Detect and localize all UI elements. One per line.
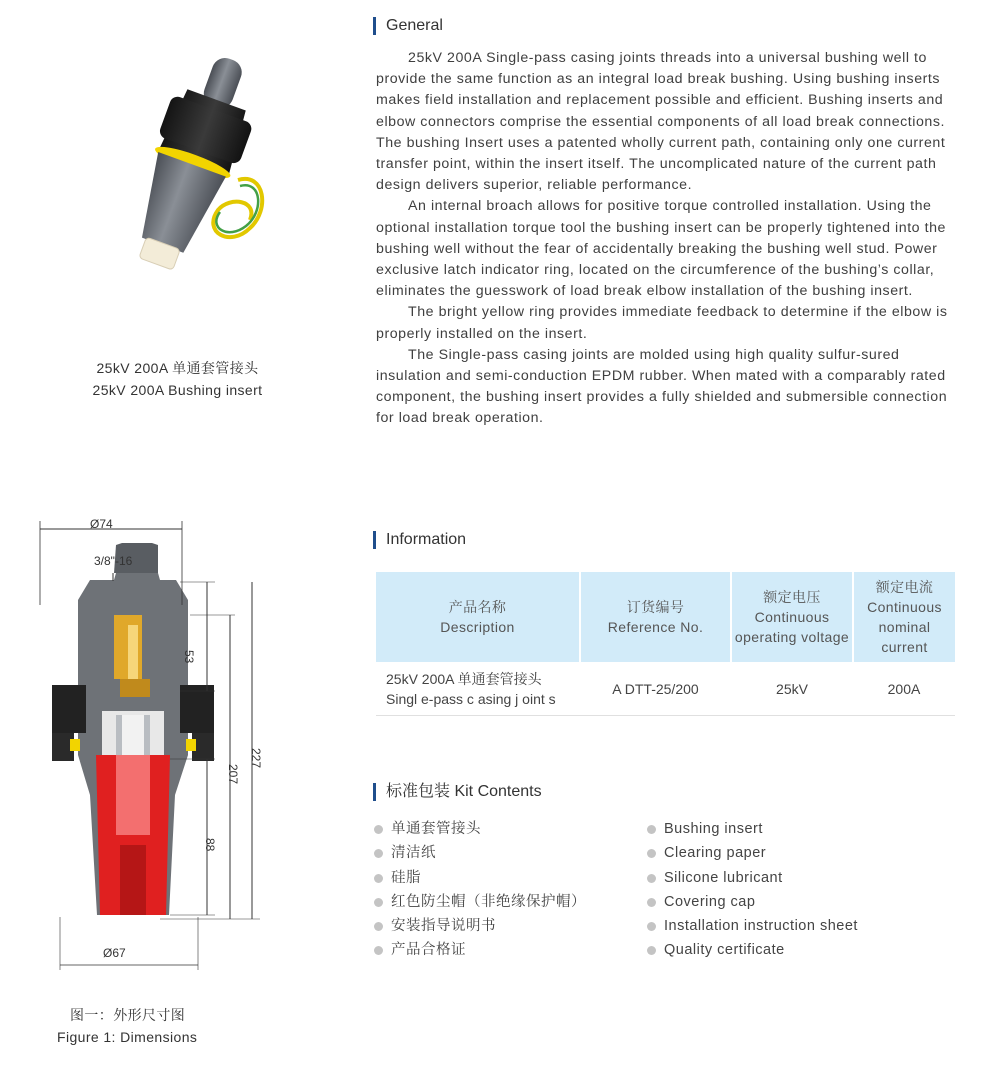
product-caption xyxy=(60,357,295,401)
list-item: 产品合格证 xyxy=(374,938,634,962)
product-caption-en: 25kV 200A Bushing insert xyxy=(92,382,263,398)
general-text xyxy=(376,48,961,430)
dim-bottom-diameter: Ø67 xyxy=(103,946,126,960)
general-heading: General xyxy=(373,17,443,35)
table-row xyxy=(376,662,955,716)
figure-caption-cn: 图一：外形尺寸图 xyxy=(70,1007,186,1023)
header-reference-en: Reference No. xyxy=(607,619,704,635)
header-reference xyxy=(580,572,731,662)
figure-caption-en: Figure 1: Dimensions xyxy=(57,1029,198,1045)
general-paragraph: The bright yellow ring provides immediate feedback to determine if the elbow is properly installed on the insert. xyxy=(376,304,948,342)
product-photo xyxy=(90,50,290,290)
header-voltage-en: Continuous operating voltage xyxy=(734,609,850,645)
dim-227: 227 xyxy=(249,748,263,769)
header-description-en: Description xyxy=(440,619,515,635)
cell-description xyxy=(376,662,580,716)
list-item: Quality certificate xyxy=(647,938,947,962)
list-item: 硅脂 xyxy=(374,866,634,890)
cell-description-cn: 25kV 200A 单通套管接头 xyxy=(386,671,542,687)
header-voltage-cn: 额定电压 xyxy=(763,589,821,605)
dimension-drawing xyxy=(30,515,290,975)
kit-list-cn xyxy=(374,817,634,963)
list-item: Bushing insert xyxy=(647,817,947,841)
list-item: Covering cap xyxy=(647,890,947,914)
header-voltage xyxy=(731,572,853,662)
cell-reference: A DTT-25/200 xyxy=(580,662,731,716)
list-item: 单通套管接头 xyxy=(374,817,634,841)
general-paragraph: 25kV 200A Single-pass casing joints threads into a universal bushing well to provide the same function as an integral load break bushing. Using bushing inserts makes field installation and replacement possible and efficient. Bushing inserts and elbow connectors comprise the essential components of all load break connections. The bushing Insert uses a patented wholly current path, containing only one current transfer point, within the insert itself. The uncomplicated nature of the current path design delivers superior, reliable performance. xyxy=(376,50,946,194)
list-item: 安装指导说明书 xyxy=(374,914,634,938)
header-current-cn: 额定电流 xyxy=(875,579,934,595)
list-item: Silicone lubricant xyxy=(647,866,947,890)
information-table xyxy=(376,572,955,716)
dim-thread: 3/8"-16 xyxy=(94,554,133,568)
header-reference-cn: 订货编号 xyxy=(626,599,685,615)
dim-top-diameter: Ø74 xyxy=(90,517,113,531)
general-paragraph: The Single-pass casing joints are molded using high quality sulfur-sured insulation and semi-conduction EPDM rubber. When mated with a comparably rated component, the bushing insert provides a fully shielded and submersible connection for load break operation. xyxy=(376,346,948,427)
header-current-en: Continuous nominal current xyxy=(867,599,942,655)
header-description xyxy=(376,572,580,662)
product-caption-cn: 25kV 200A 单通套管接头 xyxy=(96,360,259,376)
general-paragraph: An internal broach allows for positive torque controlled installation. Using the optional installation torque tool the bushing insert can be properly tightened into the bushing well without the fear of accidentally breaking the bushing well stud. Power exclusive latch indicator ring, located on the circumference of the bushing’s collar, eliminates the guesswork of load break elbow installation of the bushing insert. xyxy=(376,198,946,300)
list-item: Clearing paper xyxy=(647,841,947,865)
kit-list-en xyxy=(647,817,947,963)
list-item: 清洁纸 xyxy=(374,841,634,865)
dim-53: 53 xyxy=(182,650,196,664)
header-description-cn: 产品名称 xyxy=(448,599,507,615)
list-item: 红色防尘帽（非绝缘保护帽） xyxy=(374,890,634,914)
kit-heading: 标准包装 Kit Contents xyxy=(373,783,542,801)
dim-207: 207 xyxy=(226,764,240,785)
cell-description-en: Singl e-pass c asing j oint s xyxy=(386,691,556,707)
dim-88: 88 xyxy=(203,838,217,852)
header-current xyxy=(853,572,955,662)
cell-current: 200A xyxy=(853,662,955,716)
information-heading: Information xyxy=(373,531,466,549)
cell-voltage: 25kV xyxy=(731,662,853,716)
list-item: Installation instruction sheet xyxy=(647,914,947,938)
figure-caption xyxy=(45,1004,235,1048)
